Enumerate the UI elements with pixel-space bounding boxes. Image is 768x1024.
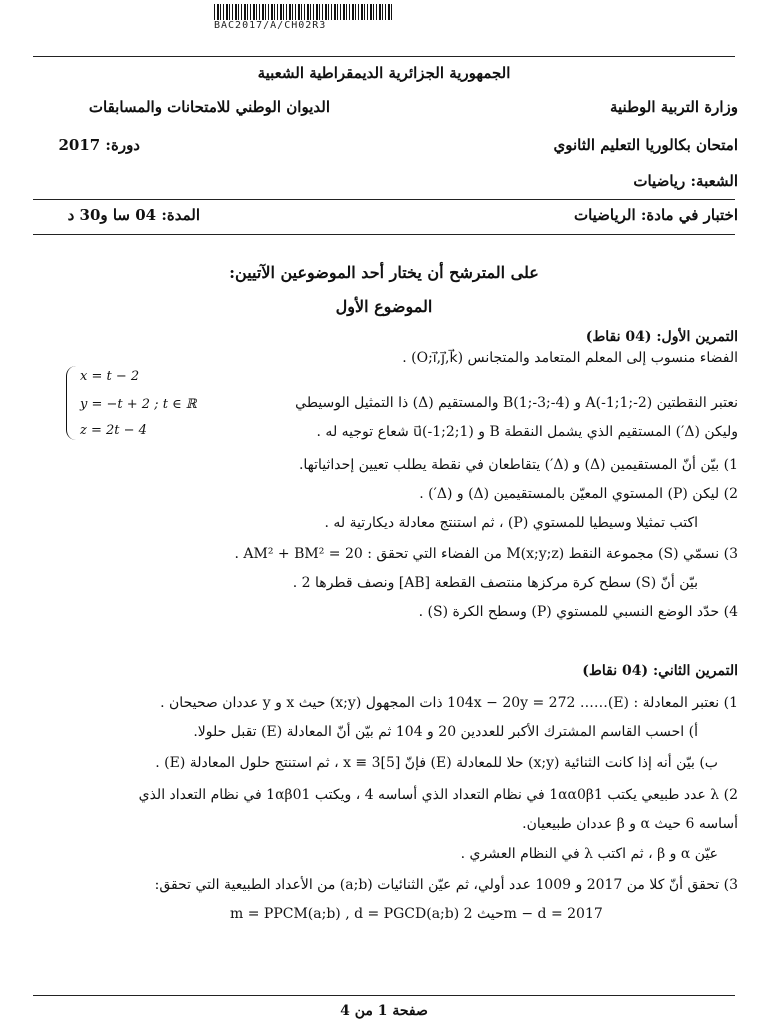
exercise2-q1a: أ) احسب القاسم المشترك الأكبر للعددين 20 و 104 ثم بيّن أنّ المعادلة (E) تقبل حلولا.: [193, 724, 698, 740]
param-eq-x: x = t − 2: [80, 369, 140, 384]
office-title: الديوان الوطني للامتحانات والمسابقات: [88, 98, 330, 116]
exercise2-q3: 3) تحقق أنّ كلا من 2017 و 1009 عدد أولي، ثم عيّن الثنائيات (a;b) من الأعداد الطبيعية التي تحقق:: [154, 877, 738, 893]
exercise2-title: التمرين الثاني: (04 نقاط): [582, 663, 738, 679]
exercise1-q3: 3) نسمّي (S) مجموعة النقط M(x;y;z) من الفضاء التي تحقق : AM² + BM² = 20 .: [234, 546, 738, 562]
exercise2-q2b: أساسه 6 حيث α و β عددان طبيعيان.: [522, 816, 738, 832]
exercise2-q3b: m = PPCM(a;b) , d = PGCD(a;b) حيث 2m − d = 2017: [230, 906, 603, 922]
exercise2-q2: 2) λ عدد طبيعي يكتب 1αα0β1 في نظام التعداد الذي أساسه 4 ، ويكتب 1αβ01 في نظام التعداد الذي: [138, 787, 738, 803]
ministry-title: وزارة التربية الوطنية: [609, 98, 738, 116]
exercise1-line2: نعتبر النقطتين (2-;1;1-)A و B(1;-3;-4) والمستقيم (Δ) ذا التمثيل الوسيطي: [295, 395, 738, 411]
exercise1-q2b: اكتب تمثيلا وسيطيا للمستوي (P) ، ثم استنتج معادلة ديكارتية له .: [324, 515, 698, 531]
duration-label: المدة: 04 سا و30 د: [67, 206, 200, 224]
footer-rule: [33, 995, 735, 996]
header-rule-2: [33, 234, 735, 235]
exercise1-q4: 4) حدّد الوضع النسبي للمستوي (P) وسطح الكرة (S) .: [418, 604, 738, 620]
system-brace: [66, 366, 77, 440]
param-eq-z: z = 2t − 4: [80, 423, 147, 438]
exercise2-q1: 1) نعتبر المعادلة : 104x − 20y = 272 ……(E) ذات المجهول (x;y) حيث x و y عددان صحيحان .: [160, 695, 738, 711]
header-rule-1: [33, 199, 735, 200]
top-rule: [33, 56, 735, 57]
page-number: صفحة 1 من 4: [340, 1003, 428, 1019]
exercise1-title: التمرين الأول: (04 نقاط): [585, 329, 738, 345]
topic-title: الموضوع الأول: [335, 297, 433, 316]
branch-label: الشعبة: رياضيات: [633, 172, 738, 190]
exercise1-q1: 1) بيّن أنّ المستقيمين (Δ) و (Δ′) يتقاطعان في نقطة يطلب تعيين إحداثياتها.: [298, 457, 738, 473]
barcode: [214, 4, 394, 20]
exercise1-q3b: بيّن أنّ (S) سطح كرة مركزها منتصف القطعة [AB] ونصف قطرها 2 .: [292, 575, 698, 591]
barcode-text: BAC2017/A/CH02R3: [214, 20, 327, 31]
instruction-choose: على المترشح أن يختار أحد الموضوعين الآتيين:: [229, 263, 539, 282]
exercise1-line1: الفضاء منسوب إلى المعلم المتعامد والمتجانس (O;i⃗,j⃗,k⃗) .: [402, 350, 738, 366]
exercise1-q2: 2) ليكن (P) المستوي المعيّن بالمستقيمين (Δ) و (Δ′) .: [419, 486, 738, 502]
param-eq-y: y = −t + 2 ; t ∈ ℝ: [80, 397, 197, 412]
republic-title: الجمهورية الجزائرية الديمقراطية الشعبية: [257, 64, 511, 82]
session-label: دورة: 2017: [58, 136, 140, 154]
exercise2-q2c: عيّن α و β ، ثم اكتب λ في النظام العشري .: [460, 846, 718, 862]
exercise2-q1b: ب) بيّن أنه إذا كانت الثنائية (x;y) حلا للمعادلة (E) فإنّ x ≡ 3[5] ، ثم استنتج حلول المعادلة (E) .: [155, 755, 718, 771]
subject-label: اختبار في مادة: الرياضيات: [573, 206, 738, 224]
exercise1-line3: وليكن (Δ′) المستقيم الذي يشمل النقطة B و u⃗(-1;2;1) شعاع توجيه له .: [316, 424, 738, 440]
exam-title: امتحان بكالوريا التعليم الثانوي: [553, 136, 738, 154]
